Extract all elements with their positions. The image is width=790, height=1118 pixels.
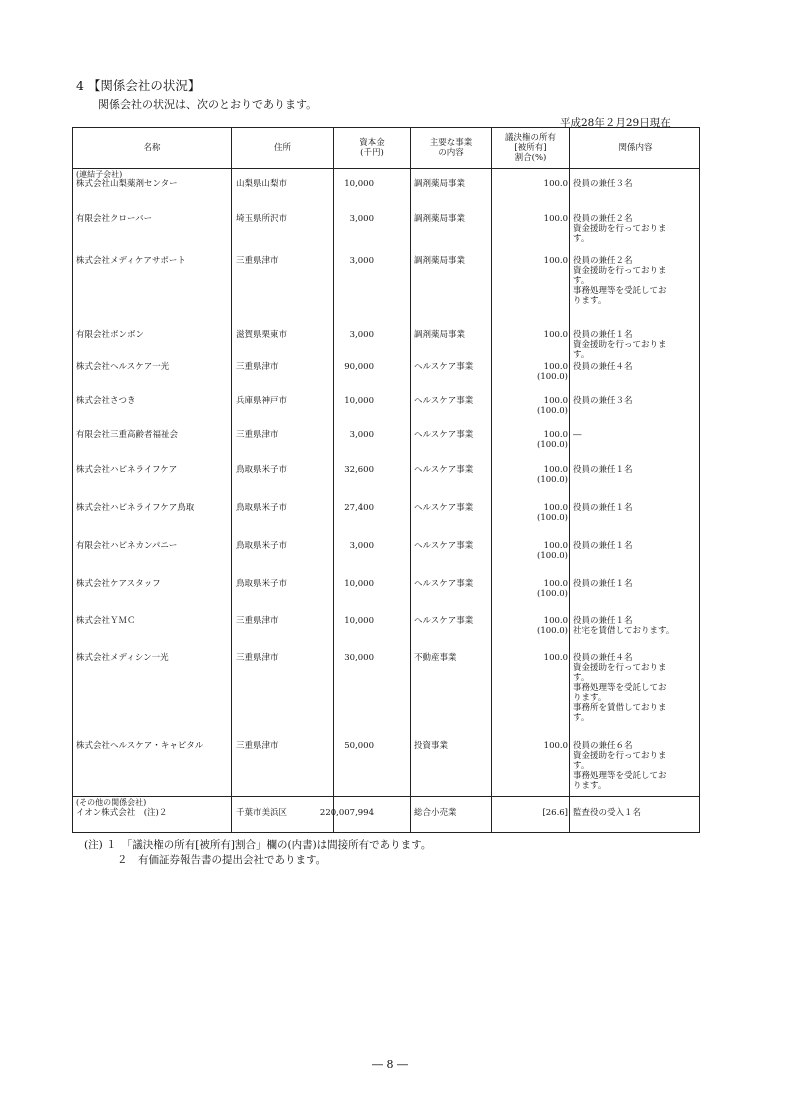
business-type: 調剤薬局事業 xyxy=(414,330,466,340)
relation-line: ります。 xyxy=(573,781,607,791)
column-divider xyxy=(491,128,492,832)
voting-ratio-line: (100.0) xyxy=(537,551,568,561)
header-capital-line: (千円) xyxy=(360,148,384,158)
relation-line: 役員の兼任４名 xyxy=(573,362,633,372)
voting-ratio xyxy=(537,503,568,523)
relation-text xyxy=(573,808,700,818)
voting-ratio-line: 100.0 xyxy=(543,214,568,224)
section-divider xyxy=(73,796,699,797)
header-capital-line: 資本金 xyxy=(359,138,385,148)
capital-value: 50,000 xyxy=(344,741,374,751)
voting-ratio xyxy=(537,396,568,416)
relation-text xyxy=(573,214,700,244)
relation-line: 資金援助を行っておりま xyxy=(573,751,667,761)
business-type: ヘルスケア事業 xyxy=(414,396,474,406)
company-address: 鳥取県米子市 xyxy=(236,579,288,589)
relation-line: 役員の兼任２名 xyxy=(573,256,633,266)
company-address: 三重県津市 xyxy=(236,430,279,440)
company-name: 株式会社ケアスタッフ xyxy=(76,579,161,589)
relation-line: 事務所を賃借しておりま xyxy=(573,703,667,713)
business-type: ヘルスケア事業 xyxy=(414,616,474,626)
company-address: 鳥取県米子市 xyxy=(236,465,288,475)
relation-line: 役員の兼任１名 xyxy=(573,616,633,626)
voting-ratio xyxy=(537,616,568,636)
company-address: 兵庫県神戸市 xyxy=(236,396,288,406)
header-business xyxy=(411,128,491,168)
affiliates-table xyxy=(72,127,700,833)
relation-line: 役員の兼任４名 xyxy=(573,653,633,663)
voting-ratio-line: 100.0 xyxy=(543,330,568,340)
note-1: (注) １ 「議決権の所有[被所有]割合」欄の(内書)は間接所有であります。 xyxy=(84,839,432,851)
company-address: 三重県津市 xyxy=(236,653,279,663)
relation-line: 役員の兼任１名 xyxy=(573,579,633,589)
header-business-line: の内容 xyxy=(438,148,464,158)
as-of-date: 平成28年２月29日現在 xyxy=(560,117,671,129)
relation-text xyxy=(573,616,700,636)
header-voting-line: 議決権の所有 xyxy=(504,133,556,143)
relation-text xyxy=(573,330,700,360)
voting-ratio xyxy=(537,541,568,561)
company-name: 株式会社メディケアサポート xyxy=(76,256,186,266)
company-name: 株式会社ハピネライフケア鳥取 xyxy=(76,503,195,513)
relation-line: 事務処理等を受託してお xyxy=(573,771,667,781)
relation-line: す。 xyxy=(573,761,590,771)
relation-text xyxy=(573,362,700,372)
company-name: 有限会社ボンボン xyxy=(76,330,145,340)
voting-ratio-line: 100.0 xyxy=(543,362,568,372)
relation-line: 役員の兼任３名 xyxy=(573,396,633,406)
section-heading: 4 【関係会社の状況】 xyxy=(76,78,201,93)
group-label-other: (その他の関係会社) xyxy=(76,798,147,807)
company-address: 滋賀県栗東市 xyxy=(236,330,288,340)
capital-value: 32,600 xyxy=(344,465,374,475)
voting-ratio xyxy=(542,808,568,818)
column-divider xyxy=(231,128,232,832)
capital-value: 3,000 xyxy=(349,330,374,340)
business-type: 調剤薬局事業 xyxy=(414,214,466,224)
relation-line: 資金援助を行っておりま xyxy=(573,340,667,350)
voting-ratio-line: 100.0 xyxy=(543,616,568,626)
business-type: ヘルスケア事業 xyxy=(414,503,474,513)
voting-ratio xyxy=(544,256,568,266)
header-name: 名称 xyxy=(143,143,161,153)
capital-value: 27,400 xyxy=(344,503,374,513)
company-address: 千葉市美浜区 xyxy=(236,808,288,818)
company-name: 株式会社さつき xyxy=(76,396,136,406)
relation-line: 役員の兼任３名 xyxy=(573,179,633,189)
relation-line: ― xyxy=(573,430,582,440)
capital-value: 220,007,994 xyxy=(319,808,374,818)
relation-line: 事務処理等を受託してお xyxy=(573,683,667,693)
business-type: ヘルスケア事業 xyxy=(414,541,474,551)
relation-line: す。 xyxy=(573,276,590,286)
company-name: 株式会社ヘルスケア一光 xyxy=(76,362,170,372)
voting-ratio-line: 100.0 xyxy=(543,256,568,266)
voting-ratio xyxy=(537,465,568,485)
business-type: 総合小売業 xyxy=(414,808,457,818)
capital-value: 10,000 xyxy=(344,579,374,589)
company-address: 三重県津市 xyxy=(236,256,279,266)
header-address: 住所 xyxy=(273,143,291,153)
business-type: ヘルスケア事業 xyxy=(414,465,474,475)
relation-line: ります。 xyxy=(573,693,607,703)
page-number: ― 8 ― xyxy=(372,1058,408,1071)
company-name: 有限会社ハピネカンパニー xyxy=(76,541,178,551)
capital-value: 10,000 xyxy=(344,616,374,626)
voting-ratio-line: 100.0 xyxy=(543,179,568,189)
header-business-line: 主要な事業 xyxy=(429,138,473,148)
business-type: ヘルスケア事業 xyxy=(414,430,474,440)
header-voting-line: 割合(%) xyxy=(514,153,547,163)
header-voting xyxy=(492,128,569,168)
voting-ratio-line: 100.0 xyxy=(543,396,568,406)
voting-ratio-line: 100.0 xyxy=(543,503,568,513)
relation-text xyxy=(573,179,700,189)
relation-line: 役員の兼任１名 xyxy=(573,541,633,551)
voting-ratio xyxy=(544,179,568,189)
business-type: 不動産事業 xyxy=(414,653,457,663)
voting-ratio xyxy=(537,362,568,382)
capital-value: 3,000 xyxy=(349,541,374,551)
relation-line: ります。 xyxy=(573,296,607,306)
company-name: 株式会社ハピネライフケア xyxy=(76,465,178,475)
relation-line: 監査役の受入１名 xyxy=(573,808,642,818)
voting-ratio-line: (100.0) xyxy=(537,475,568,485)
voting-ratio-line: (100.0) xyxy=(537,513,568,523)
relation-line: す。 xyxy=(573,673,590,683)
company-name: 有限会社三重高齢者福祉会 xyxy=(76,430,179,440)
relation-text xyxy=(573,503,700,513)
notes xyxy=(84,838,431,868)
company-name: イオン株式会社 (注)２ xyxy=(76,808,168,818)
voting-ratio xyxy=(544,741,568,751)
company-address: 三重県津市 xyxy=(236,616,279,626)
section-intro: 関係会社の状況は、次のとおりであります。 xyxy=(98,98,318,111)
relation-line: 役員の兼任１名 xyxy=(573,503,633,513)
column-divider xyxy=(333,128,334,832)
capital-value: 90,000 xyxy=(344,362,374,372)
company-name: 株式会社山梨薬剤センター xyxy=(76,179,178,189)
relation-text xyxy=(573,741,700,791)
relation-line: 事務処理等を受託してお xyxy=(573,286,667,296)
capital-value: 30,000 xyxy=(344,653,374,663)
business-type: 調剤薬局事業 xyxy=(414,256,466,266)
relation-text xyxy=(573,396,700,406)
header-voting-line: [被所有] xyxy=(514,143,547,153)
relation-line: す。 xyxy=(573,713,590,723)
group-label-subsidiaries: (連結子会社) xyxy=(76,170,123,179)
voting-ratio xyxy=(544,214,568,224)
company-name: 有限会社クローバー xyxy=(76,214,153,224)
voting-ratio-line: (100.0) xyxy=(537,372,568,382)
relation-line: 資金援助を行っておりま xyxy=(573,224,667,234)
company-address: 山梨県山梨市 xyxy=(236,179,288,189)
note-2: ２ 有価証券報告書の提出会社であります。 xyxy=(117,854,327,866)
relation-text xyxy=(573,430,700,440)
voting-ratio-line: 100.0 xyxy=(543,541,568,551)
company-name: 株式会社ＹＭＣ xyxy=(76,616,136,626)
business-type: ヘルスケア事業 xyxy=(414,362,474,372)
voting-ratio-line: 100.0 xyxy=(543,579,568,589)
relation-text xyxy=(573,256,700,306)
column-divider xyxy=(410,128,411,832)
voting-ratio-line: 100.0 xyxy=(543,741,568,751)
relation-text xyxy=(573,653,700,723)
voting-ratio-line: 100.0 xyxy=(543,430,568,440)
voting-ratio-line: (100.0) xyxy=(537,440,568,450)
voting-ratio xyxy=(544,330,568,340)
capital-value: 3,000 xyxy=(349,214,374,224)
relation-line: 役員の兼任２名 xyxy=(573,214,633,224)
capital-value: 3,000 xyxy=(349,256,374,266)
voting-ratio-line: [26.6] xyxy=(542,808,568,818)
voting-ratio-line: 100.0 xyxy=(543,653,568,663)
relation-line: 役員の兼任６名 xyxy=(573,741,633,751)
business-type: 投資事業 xyxy=(414,741,449,751)
voting-ratio xyxy=(537,430,568,450)
relation-line: す。 xyxy=(573,350,590,360)
relation-line: 役員の兼任１名 xyxy=(573,465,633,475)
relation-text xyxy=(573,465,700,475)
company-address: 三重県津市 xyxy=(236,741,279,751)
column-divider xyxy=(569,128,570,832)
capital-value: 10,000 xyxy=(344,179,374,189)
company-address: 鳥取県米子市 xyxy=(236,541,288,551)
company-name: 株式会社ヘルスケア・キャピタル xyxy=(76,741,204,751)
relation-text xyxy=(573,579,700,589)
header-divider xyxy=(73,168,699,169)
relation-line: 社宅を賃借しております。 xyxy=(573,626,675,636)
relation-line: 役員の兼任１名 xyxy=(573,330,633,340)
relation-text xyxy=(573,541,700,551)
voting-ratio-line: (100.0) xyxy=(537,406,568,416)
relation-line: す。 xyxy=(573,234,590,244)
voting-ratio-line: (100.0) xyxy=(537,589,568,599)
company-address: 埼玉県所沢市 xyxy=(236,214,288,224)
header-relation: 関係内容 xyxy=(618,143,653,153)
capital-value: 3,000 xyxy=(349,430,374,440)
business-type: 調剤薬局事業 xyxy=(414,179,466,189)
company-address: 三重県津市 xyxy=(236,362,279,372)
voting-ratio-line: 100.0 xyxy=(543,465,568,475)
voting-ratio xyxy=(537,579,568,599)
relation-line: 資金援助を行っておりま xyxy=(573,663,667,673)
voting-ratio-line: (100.0) xyxy=(537,626,568,636)
company-address: 鳥取県米子市 xyxy=(236,503,288,513)
header-capital xyxy=(334,128,410,168)
voting-ratio xyxy=(544,653,568,663)
relation-line: 資金援助を行っておりま xyxy=(573,266,667,276)
capital-value: 10,000 xyxy=(344,396,374,406)
company-name: 株式会社メディシン一光 xyxy=(76,653,169,663)
business-type: ヘルスケア事業 xyxy=(414,579,474,589)
